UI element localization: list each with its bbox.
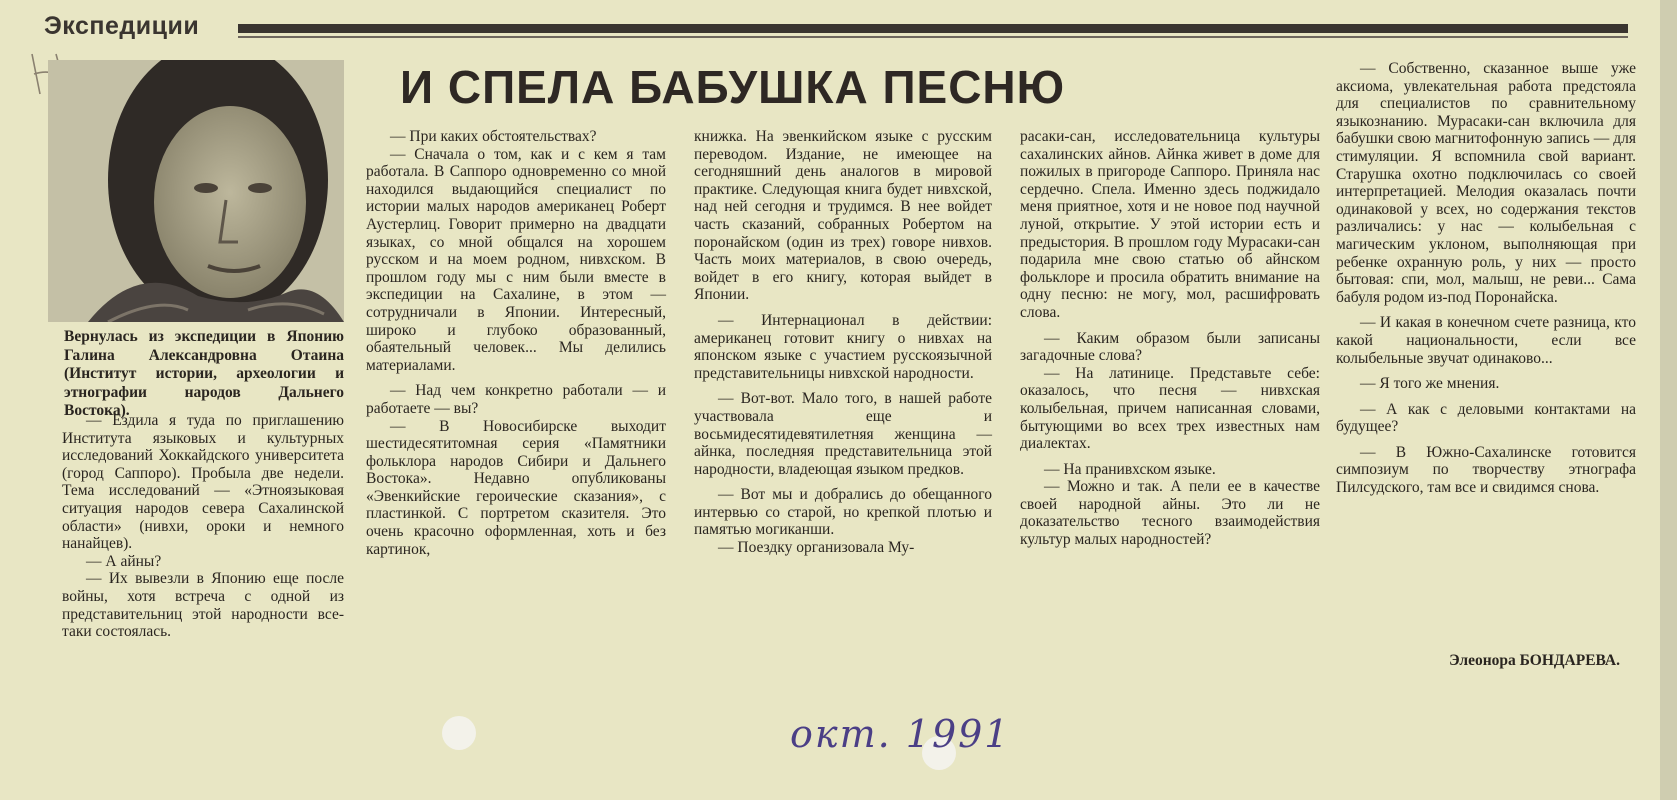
paragraph: — Интернационал в действии: американец готовит книгу о нивхах на японском языке с участием русскоязычной представительницы нивхской народности. <box>694 311 992 382</box>
paragraph: — На пранивхском языке. <box>1044 460 1216 478</box>
section-rubric: Экспедиции <box>44 12 200 40</box>
paragraph: — Можно и так. А пели ее в качестве своей народной айны. Это ли не доказательство тесного взаимодействия культур малых народностей? <box>1020 478 1320 549</box>
paragraph: — В Новосибирске выходит шестидесятитомная серия «Памятники фольклора народов Сибири и Дальнего Востока». Недавно опубликованы «Эвенкийские героические сказания», с пластинкой. С портретом сказителя. Это очень красочно оформленная, хоть и без картинок, <box>366 417 666 558</box>
paragraph: — Я того же мнения. <box>1360 375 1500 393</box>
paragraph: — В Южно-Сахалинске готовится симпозиум по творчеству этнографа Пилсудского, там все и свидимся снова. <box>1336 443 1636 497</box>
handwritten-date: окт. 1991 <box>790 712 1011 756</box>
article-column-1 <box>62 412 344 641</box>
author-byline: Элеонора БОНДАРЕВА. <box>1449 652 1620 669</box>
paragraph: — А айны? <box>86 552 162 570</box>
paragraph: — И какая в конечном счете разница, кто какой национальности, если все колыбельные звучат одинаково... <box>1336 314 1636 367</box>
paragraph: расаки-сан, исследовательница культуры сахалинских айнов. Айнка живет в доме для пожилых в пригороде Саппоро. Приняла нас сердечно. Спела. Именно здесь поджидало меня приятное, хотя и не новое под научной луной, открытие. У этой истории есть и предыстория. В прошлом году Мурасаки-сан подарила мне свою статью об айнском фольклоре и просила обратить внимание на одну песню: не могу, мол, расшифровать слова. <box>1020 128 1320 321</box>
portrait-photo <box>48 60 344 322</box>
rubric-rule <box>238 24 1628 33</box>
rubric-rule-thin <box>238 36 1628 38</box>
clipping-edge <box>1660 0 1677 800</box>
paragraph: — Ездила я туда по приглашению Института языковых и культурных исследований Хоккайдского университета (город Саппоро). Пробыла две недели. Тема исследований — «Этноязыковая ситуация народов севера Сахалинской области» (нивхи, ороки и немного нанайцев). <box>62 412 344 553</box>
paragraph: — При каких обстоятельствах? <box>390 128 597 145</box>
paragraph: книжка. На эвенкийском языке с русским переводом. Издание, не имеющее на сегодняшний день аналогов в мировой практике. Следующая книга будет нивхской, над ней сегодня и трудимся. В нее войдет часть сказаний, собранных Робертом на поронайском (один из трех) говоре нивхов. Часть моих материалов, в свою очередь, войдет в его книгу, которая выйдет в Японии. <box>694 128 992 304</box>
paragraph: — Каким образом были записаны загадочные слова? <box>1020 329 1320 365</box>
paragraph: — Их вывезли в Японию еще после войны, хотя встреча с одной из представительниц этой народности все-таки состоялась. <box>62 570 344 641</box>
paragraph: — Собственно, сказанное выше уже аксиома, увлекательная работа предстояла для специалистов по сравнительному языкознанию. Мурасаки-сан включила для бабушки свою магнитофонную запись — для стимуляции. Я вспомнила свой вариант. Старушка охотно подключилась со своей интерпретацией. Мелодия оказалась почти одинаковой у всех, но содержания текстов различались: у нас — колыбельная с магическим уклоном, выполняющая при ребенке охранную роль, у них — просто бытовая: спи, мол, малыш, не реви... Сама бабуля родом из-под Поронайска. <box>1336 60 1636 306</box>
article-column-2 <box>366 128 666 558</box>
paragraph: — На латинице. Представьте себе: оказалось, что песня — нивхская колыбельная, причем написанная словами, бытующими во всех трех известных нам диалектах. <box>1020 364 1320 453</box>
article-headline: И СПЕЛА БАБУШКА ПЕСНЮ <box>400 61 1066 113</box>
photo-caption: Вернулась из экспедиции в Японию Галина Александровна Отаина (Институт истории, археологии и этнографии народов Дальнего Востока). <box>64 328 344 419</box>
paragraph: — Поездку организовала Му- <box>718 539 915 557</box>
paragraph: — Вот-вот. Мало того, в нашей работе участвовала еще и восьмидесятидевятилетняя женщина — айнка, последняя представительница этой народности, владеющая языком предков. <box>694 390 992 478</box>
paragraph: — Вот мы и добрались до обещанного интервью со старой, но крепкой плотью и памятью могиканши. <box>694 486 992 539</box>
punch-hole <box>442 716 476 750</box>
paragraph: — Сначала о том, как и с кем я там работала. В Саппоро одновременно со мной находился выдающийся специалист по истории малых народов американец Роберт Аустерлиц. Говорит примерно на двадцати языках, со мной общался на хорошем русском и на моем родном, нивхском. В прошлом году мы с ним были вместе в экспедиции на Сахалине, в этом — сотрудничали в Японии. Интересный, широко и глубоко образованный, обаятельный человек... Мы делились материалами. <box>366 145 666 374</box>
article-column-5 <box>1336 60 1636 497</box>
paragraph: — А как с деловыми контактами на будущее? <box>1336 400 1636 436</box>
article-column-4 <box>1020 128 1320 549</box>
paragraph: — Над чем конкретно работали — и работаете — вы? <box>366 382 666 417</box>
article-column-3 <box>694 128 992 557</box>
